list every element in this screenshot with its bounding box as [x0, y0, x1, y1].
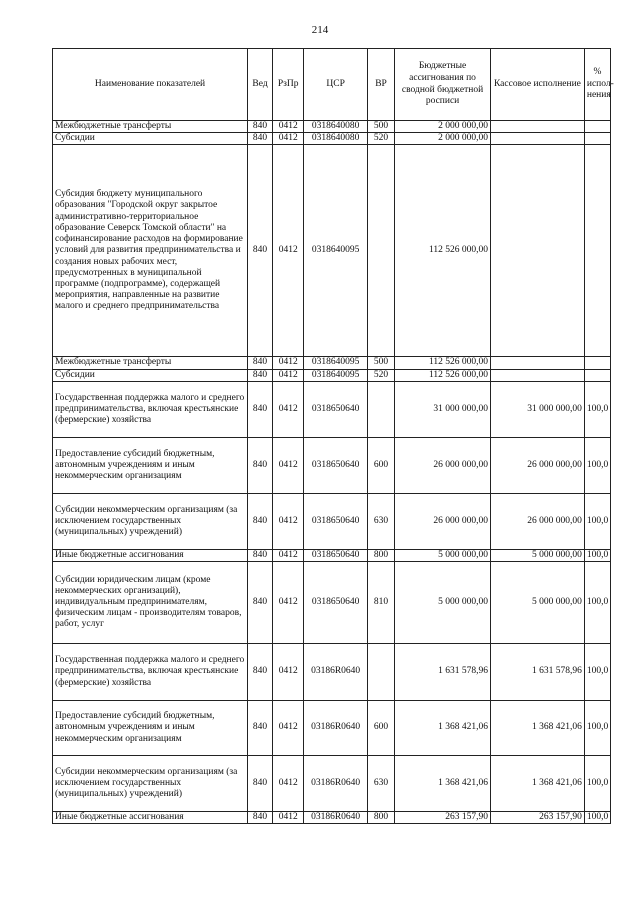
cell-budget: 2 000 000,00 — [395, 121, 491, 133]
cell-name: Предоставление субсидий бюджетным, автономным учреждениям и иным некоммерческим организациям — [53, 437, 248, 493]
table-row — [53, 357, 611, 369]
cell-rzpr: 0412 — [273, 437, 304, 493]
cell-csr: 03186R0640 — [304, 644, 368, 701]
cell-name: Субсидия бюджету муниципального образования "Городской округ закрытое административно-территориальное образование Северск Томской области" на софинансирование расходов на формирование условий для развития предпринимательства и создания новых рабочих мест, предусмотренных в муниципальной программе (подпрограмме), содержащей мероприятия, направленные на развитие малого и среднего предпринимательства — [53, 145, 248, 357]
table-row — [53, 145, 611, 357]
cell-pct: 100,0 — [584, 549, 610, 561]
cell-rzpr: 0412 — [273, 562, 304, 644]
table-row — [53, 756, 611, 812]
budget-table — [52, 48, 614, 824]
cell-pct — [584, 369, 610, 381]
cell-ved: 840 — [248, 121, 273, 133]
cell-csr: 0318650640 — [304, 562, 368, 644]
table-row — [53, 369, 611, 381]
cell-budget: 5 000 000,00 — [395, 562, 491, 644]
cell-pct: 100,0 — [584, 381, 610, 437]
header-vr: ВР — [367, 49, 394, 121]
cell-rzpr: 0412 — [273, 493, 304, 549]
cell-vr: 630 — [367, 756, 394, 812]
cell-pct: 100,0 — [584, 493, 610, 549]
cell-pct: 100,0 — [584, 701, 610, 756]
header-row — [53, 49, 611, 121]
cell-name: Субсидии юридическим лицам (кроме некоммерческих организаций), индивидуальным предпринимателям, физическим лицам - производителям товаров, работ, услуг — [53, 562, 248, 644]
cell-ved: 840 — [248, 437, 273, 493]
header-cash: Кассовое исполнение — [491, 49, 585, 121]
cell-csr: 0318640095 — [304, 369, 368, 381]
cell-vr — [367, 644, 394, 701]
table-row — [53, 381, 611, 437]
cell-rzpr: 0412 — [273, 121, 304, 133]
cell-ved: 840 — [248, 369, 273, 381]
cell-pct — [584, 145, 610, 357]
cell-csr: 0318650640 — [304, 381, 368, 437]
cell-ved: 840 — [248, 133, 273, 145]
cell-vr: 800 — [367, 812, 394, 824]
cell-budget: 112 526 000,00 — [395, 369, 491, 381]
cell-name: Иные бюджетные ассигнования — [53, 812, 248, 824]
header-name: Наименование показателей — [53, 49, 248, 121]
cell-csr: 0318650640 — [304, 493, 368, 549]
cell-csr: 0318640080 — [304, 133, 368, 145]
cell-budget: 112 526 000,00 — [395, 145, 491, 357]
cell-vr: 810 — [367, 562, 394, 644]
cell-vr: 520 — [367, 133, 394, 145]
cell-cash — [491, 133, 585, 145]
cell-ved: 840 — [248, 549, 273, 561]
header-pct: % испол-нения — [584, 49, 610, 121]
cell-vr: 500 — [367, 357, 394, 369]
cell-budget: 1 631 578,96 — [395, 644, 491, 701]
cell-budget: 112 526 000,00 — [395, 357, 491, 369]
cell-rzpr: 0412 — [273, 369, 304, 381]
cell-cash: 263 157,90 — [491, 812, 585, 824]
cell-budget: 2 000 000,00 — [395, 133, 491, 145]
cell-pct: 100,0 — [584, 437, 610, 493]
cell-cash — [491, 121, 585, 133]
cell-budget: 1 368 421,06 — [395, 701, 491, 756]
cell-ved: 840 — [248, 493, 273, 549]
cell-csr: 0318640080 — [304, 121, 368, 133]
cell-name: Государственная поддержка малого и среднего предпринимательства, включая крестьянские (фермерские) хозяйства — [53, 644, 248, 701]
cell-rzpr: 0412 — [273, 549, 304, 561]
cell-cash — [491, 145, 585, 357]
header-csr: ЦСР — [304, 49, 368, 121]
cell-ved: 840 — [248, 145, 273, 357]
cell-csr: 0318650640 — [304, 549, 368, 561]
table-row — [53, 493, 611, 549]
cell-rzpr: 0412 — [273, 644, 304, 701]
cell-vr: 800 — [367, 549, 394, 561]
cell-pct: 100,0 — [584, 562, 610, 644]
cell-pct — [584, 133, 610, 145]
cell-vr: 520 — [367, 369, 394, 381]
cell-cash: 1 368 421,06 — [491, 701, 585, 756]
table-row — [53, 121, 611, 133]
table-row — [53, 549, 611, 561]
cell-name: Межбюджетные трансферты — [53, 121, 248, 133]
cell-ved: 840 — [248, 701, 273, 756]
cell-csr: 0318640095 — [304, 357, 368, 369]
cell-vr — [367, 145, 394, 357]
cell-cash: 31 000 000,00 — [491, 381, 585, 437]
table-row — [53, 133, 611, 145]
cell-rzpr: 0412 — [273, 812, 304, 824]
cell-pct — [584, 357, 610, 369]
cell-rzpr: 0412 — [273, 133, 304, 145]
cell-pct — [584, 121, 610, 133]
cell-name: Иные бюджетные ассигнования — [53, 549, 248, 561]
cell-ved: 840 — [248, 357, 273, 369]
cell-vr — [367, 381, 394, 437]
cell-pct: 100,0 — [584, 756, 610, 812]
cell-budget: 31 000 000,00 — [395, 381, 491, 437]
cell-budget: 26 000 000,00 — [395, 493, 491, 549]
cell-csr: 0318640095 — [304, 145, 368, 357]
header-budget: Бюджетные ассигнования по сводной бюджетной росписи — [395, 49, 491, 121]
header-rzpr: РзПр — [273, 49, 304, 121]
cell-ved: 840 — [248, 644, 273, 701]
cell-rzpr: 0412 — [273, 381, 304, 437]
cell-csr: 03186R0640 — [304, 701, 368, 756]
table-row — [53, 812, 611, 824]
cell-cash: 1 631 578,96 — [491, 644, 585, 701]
cell-csr: 0318650640 — [304, 437, 368, 493]
cell-vr: 630 — [367, 493, 394, 549]
cell-name: Государственная поддержка малого и среднего предпринимательства, включая крестьянские (фермерские) хозяйства — [53, 381, 248, 437]
cell-pct: 100,0 — [584, 644, 610, 701]
cell-csr: 03186R0640 — [304, 812, 368, 824]
cell-vr: 600 — [367, 437, 394, 493]
cell-vr: 500 — [367, 121, 394, 133]
header-ved: Вед — [248, 49, 273, 121]
cell-name: Субсидии — [53, 369, 248, 381]
table-row — [53, 437, 611, 493]
table-row — [53, 644, 611, 701]
cell-budget: 5 000 000,00 — [395, 549, 491, 561]
cell-budget: 263 157,90 — [395, 812, 491, 824]
cell-ved: 840 — [248, 562, 273, 644]
cell-pct: 100,0 — [584, 812, 610, 824]
cell-cash: 5 000 000,00 — [491, 562, 585, 644]
cell-cash: 26 000 000,00 — [491, 493, 585, 549]
cell-cash: 26 000 000,00 — [491, 437, 585, 493]
page-number: 214 — [311, 24, 329, 36]
cell-cash — [491, 369, 585, 381]
cell-rzpr: 0412 — [273, 701, 304, 756]
cell-cash — [491, 357, 585, 369]
cell-cash: 5 000 000,00 — [491, 549, 585, 561]
cell-ved: 840 — [248, 812, 273, 824]
cell-vr: 600 — [367, 701, 394, 756]
cell-cash: 1 368 421,06 — [491, 756, 585, 812]
cell-ved: 840 — [248, 756, 273, 812]
cell-name: Субсидии некоммерческим организациям (за исключением государственных (муниципальных) учреждений) — [53, 756, 248, 812]
cell-name: Субсидии — [53, 133, 248, 145]
cell-rzpr: 0412 — [273, 145, 304, 357]
cell-budget: 1 368 421,06 — [395, 756, 491, 812]
cell-budget: 26 000 000,00 — [395, 437, 491, 493]
cell-rzpr: 0412 — [273, 357, 304, 369]
cell-name: Предоставление субсидий бюджетным, автономным учреждениям и иным некоммерческим организациям — [53, 701, 248, 756]
cell-rzpr: 0412 — [273, 756, 304, 812]
cell-csr: 03186R0640 — [304, 756, 368, 812]
cell-name: Субсидии некоммерческим организациям (за исключением государственных (муниципальных) учреждений) — [53, 493, 248, 549]
cell-ved: 840 — [248, 381, 273, 437]
cell-name: Межбюджетные трансферты — [53, 357, 248, 369]
table-row — [53, 562, 611, 644]
table-row — [53, 701, 611, 756]
